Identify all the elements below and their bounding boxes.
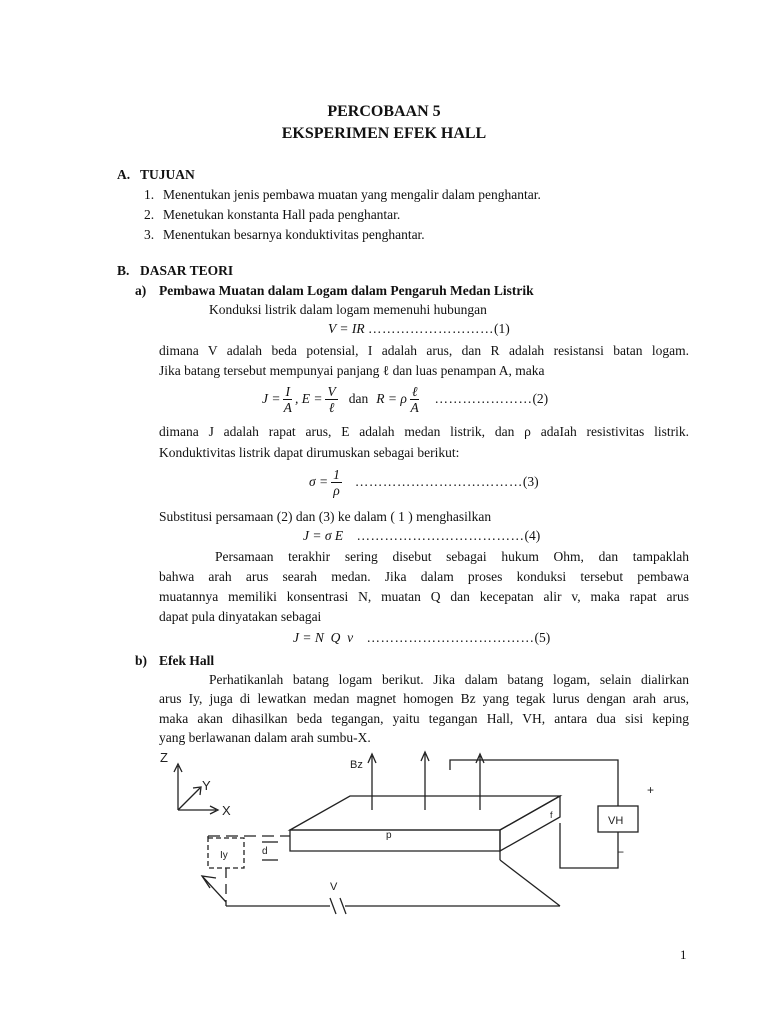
paragraph: dimana V adalah beda potensial, I adalah arus, dan R adalah resistansi batan logam. [159,343,689,358]
equation-3-dots: ……………………………… [354,474,523,489]
fraction [325,384,337,415]
equation-1-dots: ……………………… [367,321,494,336]
equation-2-r: R = ρ [376,391,407,406]
equation-4 [303,528,540,544]
section-a-label: A. [117,167,131,182]
list-number-3: 3. [144,227,155,242]
equation-1-number: (1) [493,321,510,336]
list-item: Menentukan jenis pembawa muatan yang mengalir dalam penghantar. [163,187,541,202]
fraction [331,467,342,498]
section-a-title: TUJUAN [140,167,195,182]
plate-label-f: f [550,810,553,820]
minus-sign: − [617,845,625,859]
list-number-1: 1. [144,187,155,202]
denominator: A [410,399,419,415]
paragraph: Perhatikanlah batang logam berikut. Jika dalam batang logam, selain dialirkan [209,672,689,687]
subsection-b-title: Efek Hall [159,653,215,668]
axis-y-label: Y [202,778,211,793]
paragraph: Konduksi listrik dalam logam memenuhi hubungan [209,302,487,317]
denominator: A [283,399,292,415]
equation-3-number: (3) [522,474,539,489]
fraction [410,384,420,415]
axis-x-label: X [222,803,231,818]
equation-5-lhs: J = N Q v [293,630,354,645]
equation-2-j: J = [262,391,281,406]
voltage-label-v: V [330,881,338,893]
equation-5-dots: ……………………………… [366,630,535,645]
equation-1-lhs: V = IR [328,321,365,336]
paragraph: arus Iy, juga di lewatkan medan magnet homogen Bz yang tegak lurus dengan arah arus, [159,691,689,706]
paragraph: maka akan dihasilkan beda tegangan, yaitu tegangan Hall, VH, antara dua sisi keping [159,711,689,726]
paragraph: dimana J adalah rapat arus, E adalah medan listrik, dan ρ adaIah resistivitas listrik. [159,424,689,439]
hall-effect-diagram [150,748,670,918]
equation-2 [262,380,548,418]
axis-z-label: Z [160,750,168,765]
denominator: ℓ [328,399,335,415]
subsection-a-label: a) [135,283,147,298]
numerator: I [285,383,290,399]
paragraph: Jika batang tersebut mempunyai panjang ℓ dan luas penampan A, maka [159,363,545,378]
paragraph: Substitusi persamaan (2) dan (3) ke dalam ( 1 ) menghasilkan [159,509,492,524]
list-item: Menentukan besarnya konduktivitas penghantar. [163,227,425,242]
paragraph: dapat pula dinyatakan sebagai [159,609,322,624]
magnetic-field-arrows [368,752,484,810]
equation-4-dots: ……………………………… [356,528,525,543]
paragraph: bahwa arah arus searah medan. Jika dalam proses konduksi tersebut pembawa [159,569,689,584]
numerator: 1 [333,466,340,482]
fraction [283,384,292,415]
vh-label: VH [608,815,624,827]
equation-4-number: (4) [524,528,541,543]
paragraph: Persamaan terakhir sering disebut sebagai hukum Ohm, dan tampaklah [215,549,689,564]
page-title: PERCOBAAN 5 [327,103,441,120]
paragraph: Konduktivitas listrik dapat dirumuskan sebagai berikut: [159,445,460,460]
equation-2-number: (2) [532,391,549,406]
thickness-label-d: d [262,846,268,857]
subsection-b-label: b) [135,653,148,668]
bz-label: Bz [350,759,363,771]
paragraph: yang berlawanan dalam arah sumbu-X. [159,730,371,745]
paragraph: muatannya memiliki konsentrasi N, muatan Q dan kecepatan alir v, maka rapat arus [159,589,689,604]
equation-1 [328,321,510,337]
iy-label: Iy [220,850,228,861]
plate-label-p: p [386,830,392,841]
denominator: ρ [333,482,340,498]
numerator: ℓ [411,383,418,399]
list-number-2: 2. [144,207,155,222]
equation-2-dan: dan [348,391,369,406]
page-number: 1 [680,947,687,962]
equation-3-lhs: σ = [309,474,329,489]
equation-5-number: (5) [534,630,551,645]
equation-3 [309,463,539,501]
page-subtitle: EKSPERIMEN EFEK HALL [281,125,487,142]
section-b-label: B. [117,263,130,278]
list-item: Menetukan konstanta Hall pada penghantar. [163,207,401,222]
equation-5 [293,630,550,646]
subsection-a-title: Pembawa Muatan dalam Logam dalam Pengaruh Medan Listrik [159,283,534,298]
equation-2-dots: ………………… [434,391,533,406]
axes-icon [174,764,218,814]
section-b-title: DASAR TEORI [140,263,234,278]
equation-2-e: , E = [294,391,323,406]
numerator: V [327,383,336,399]
equation-4-lhs: J = σ E [303,528,344,543]
plus-sign: + [647,783,655,797]
